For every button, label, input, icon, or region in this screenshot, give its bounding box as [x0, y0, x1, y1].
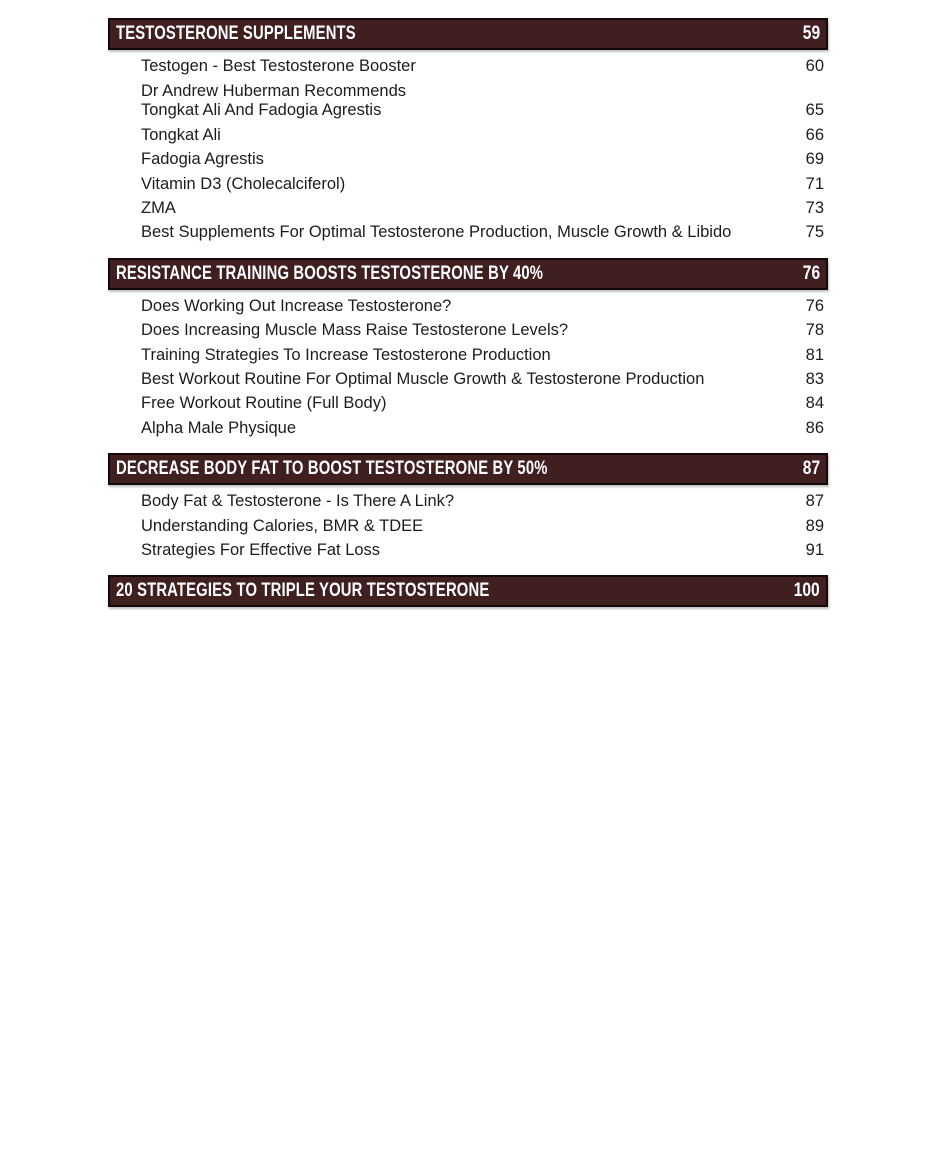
toc-entry-page-number: 75 [805, 223, 824, 242]
toc-entry-page-number: 76 [805, 296, 824, 315]
toc-entry[interactable] [108, 319, 828, 343]
toc-entry-page-number: 91 [805, 540, 824, 559]
section-header-label: RESISTANCE TRAINING BOOSTS TESTOSTERONE BY 40% [116, 262, 544, 284]
toc-entry[interactable] [108, 514, 828, 538]
table-of-contents [108, 18, 828, 607]
toc-entry-title [108, 82, 406, 122]
toc-entry-title-line: Best Workout Routine For Optimal Muscle Growth & Testosterone Production [141, 370, 705, 388]
section-header-page-number: 87 [802, 457, 820, 479]
toc-entry-title-line: Best Supplements For Optimal Testosterone Production, Muscle Growth & Libido [141, 223, 732, 242]
section-header-page-number: 76 [802, 262, 820, 284]
toc-entry-page-number: 60 [805, 57, 824, 76]
toc-entry-title-line: Free Workout Routine (Full Body) [141, 394, 387, 413]
toc-entry-title [108, 199, 176, 219]
toc-entry-title-line: Strategies For Effective Fat Loss [141, 540, 381, 559]
toc-entry-title [108, 175, 345, 195]
toc-section [108, 575, 828, 607]
toc-entry-page-number: 84 [805, 394, 824, 413]
toc-entry-title-line: Body Fat & Testosterone - Is There A Link? [141, 492, 455, 511]
toc-entry-title [108, 297, 451, 317]
toc-entry-title [108, 394, 386, 414]
toc-section [108, 258, 828, 446]
toc-entry-page-number: 73 [805, 199, 824, 218]
toc-entry-page-number: 78 [805, 321, 824, 340]
section-header-bar[interactable] [108, 258, 828, 290]
toc-entry-title [108, 541, 380, 561]
section-header-bar[interactable] [108, 575, 828, 607]
toc-entry-title [108, 223, 731, 243]
section-header-page-number: 59 [802, 23, 820, 44]
toc-entry-title [108, 57, 416, 77]
toc-entry-title-line: Tongkat Ali [141, 125, 221, 144]
toc-entry-title [108, 517, 423, 537]
toc-entry-title-line: ZMA [141, 199, 176, 218]
toc-entry-title-line: Tongkat Ali And Fadogia Agrestis [141, 101, 382, 120]
toc-entry-title-line: Dr Andrew Huberman Recommends [141, 81, 407, 100]
toc-entry-page-number: 89 [805, 516, 824, 535]
toc-section [108, 453, 828, 568]
section-entry-list [108, 485, 828, 568]
section-header-bar[interactable] [108, 453, 828, 485]
toc-entry-title-line: Vitamin D3 (Cholecalciferol) [141, 174, 346, 193]
toc-entry-page-number: 66 [805, 125, 824, 144]
toc-entry[interactable] [108, 343, 828, 367]
toc-entry-title-line: Does Working Out Increase Testosterone? [141, 296, 452, 315]
toc-entry-page-number: 81 [805, 345, 824, 364]
toc-entry[interactable] [108, 490, 828, 514]
toc-entry[interactable] [108, 148, 828, 172]
section-header-label: 20 STRATEGIES TO TRIPLE YOUR TESTOSTERONE [116, 580, 490, 602]
toc-entry-title-line: Training Strategies To Increase Testosterone Production [141, 345, 551, 364]
toc-entry-title [108, 492, 454, 512]
toc-entry-page-number: 71 [805, 174, 824, 193]
toc-entry[interactable] [108, 416, 828, 440]
toc-entry-title [108, 346, 551, 366]
toc-entry[interactable] [108, 221, 828, 245]
toc-entry[interactable] [108, 539, 828, 563]
toc-entry-title-line: Fadogia Agrestis [141, 150, 264, 169]
toc-entry[interactable] [108, 79, 828, 123]
toc-entry-page-number: 86 [805, 418, 824, 437]
toc-entry[interactable] [108, 295, 828, 319]
toc-entry-title-line: Testogen - Best Testosterone Booster [141, 57, 416, 76]
section-header-label: DECREASE BODY FAT TO BOOST TESTOSTERONE BY 50% [116, 457, 548, 479]
toc-entry[interactable] [108, 197, 828, 221]
toc-entry[interactable] [108, 392, 828, 416]
toc-entry-title [108, 419, 296, 439]
toc-section [108, 18, 828, 251]
section-entry-list [108, 290, 828, 446]
toc-entry[interactable] [108, 124, 828, 148]
toc-entry[interactable] [108, 368, 828, 392]
section-header-label: TESTOSTERONE SUPPLEMENTS [116, 23, 356, 44]
toc-entry-title-line: Understanding Calories, BMR & TDEE [141, 516, 424, 535]
toc-entry-title-line: Alpha Male Physique [141, 418, 297, 437]
toc-entry-page-number: 69 [805, 150, 824, 169]
toc-entry[interactable] [108, 172, 828, 196]
toc-entry-title [108, 126, 221, 146]
section-header-page-number: 100 [794, 580, 820, 602]
toc-entry[interactable] [108, 55, 828, 79]
section-header-bar[interactable] [108, 18, 828, 50]
section-entry-list [108, 50, 828, 251]
toc-entry-title-line: Does Increasing Muscle Mass Raise Testosterone Levels? [141, 321, 569, 340]
toc-entry-page-number: 65 [805, 101, 824, 120]
toc-entry-title [108, 150, 264, 170]
toc-entry-title [108, 370, 704, 390]
toc-entry-page-number: 83 [805, 370, 824, 388]
toc-entry-page-number: 87 [805, 492, 824, 511]
toc-entry-title [108, 321, 568, 341]
